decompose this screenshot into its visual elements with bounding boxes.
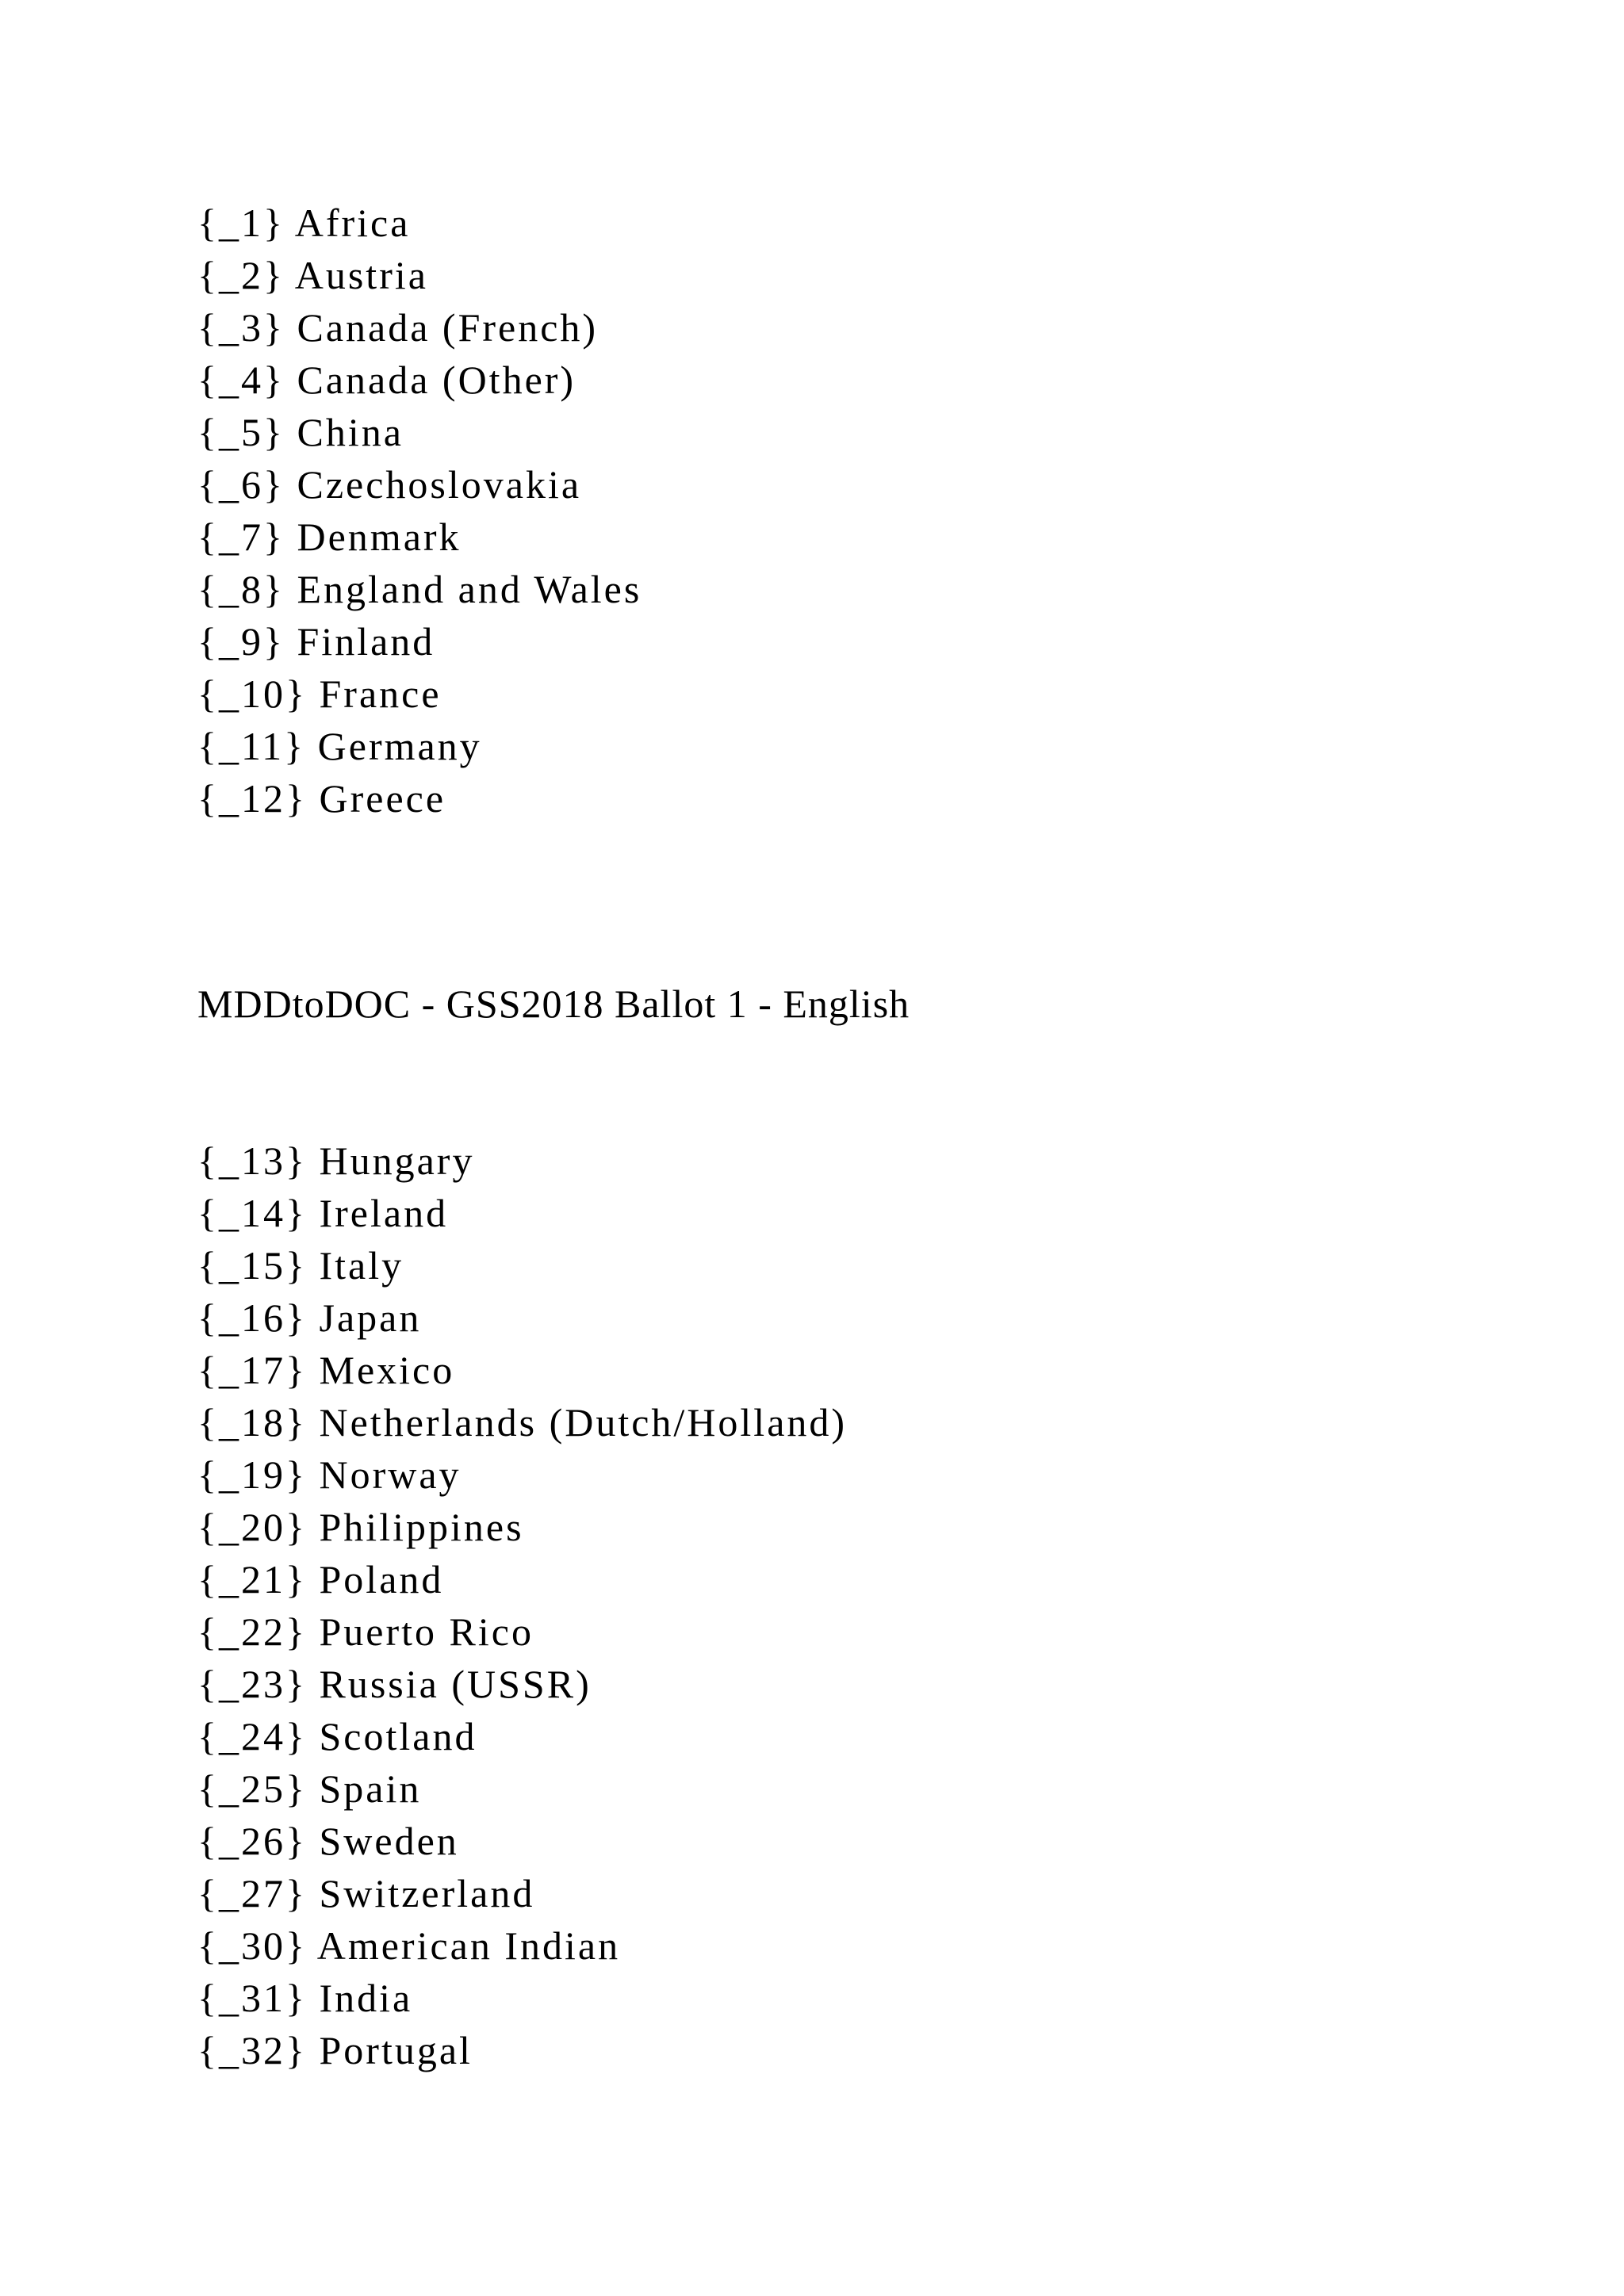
list-item: {_3} Canada (French) [197, 305, 599, 350]
list-item: {_9} Finland [197, 619, 435, 664]
list-item: {_27} Switzerland [197, 1871, 535, 1915]
list-item: {_1} Africa [197, 201, 411, 245]
list-item: {_7} Denmark [197, 515, 462, 559]
list-item: {_22} Puerto Rico [197, 1609, 534, 1654]
list-item: {_32} Portugal [197, 2028, 473, 2072]
list-item: {_13} Hungary [197, 1138, 475, 1183]
list-item: {_2} Austria [197, 253, 428, 297]
list-item: {_17} Mexico [197, 1348, 455, 1392]
list-item: {_4} Canada (Other) [197, 358, 576, 402]
list-item: {_30} American Indian [197, 1923, 621, 1968]
list-item: {_21} Poland [197, 1557, 444, 1601]
list-item: {_8} England and Wales [197, 567, 642, 611]
page-header: MDDtoDOC - GSS2018 Ballot 1 - English [197, 982, 910, 1026]
list-item: {_6} Czechoslovakia [197, 462, 582, 507]
list-item: {_11} Germany [197, 724, 482, 768]
list-item: {_5} China [197, 410, 404, 454]
list-item: {_14} Ireland [197, 1191, 449, 1235]
list-item: {_31} India [197, 1976, 413, 2020]
list-item: {_19} Norway [197, 1452, 462, 1497]
list-item: {_25} Spain [197, 1766, 422, 1811]
list-item: {_23} Russia (USSR) [197, 1662, 592, 1706]
list-item: {_16} Japan [197, 1295, 422, 1340]
country-option-list-continued [197, 1135, 847, 2076]
list-item: {_10} France [197, 672, 442, 716]
list-item: {_18} Netherlands (Dutch/Holland) [197, 1400, 848, 1445]
country-option-list [197, 197, 642, 825]
list-item: {_12} Greece [197, 776, 446, 821]
list-item: {_15} Italy [197, 1243, 404, 1288]
list-item: {_24} Scotland [197, 1714, 477, 1758]
list-item: {_26} Sweden [197, 1819, 459, 1863]
list-item: {_20} Philippines [197, 1505, 524, 1549]
